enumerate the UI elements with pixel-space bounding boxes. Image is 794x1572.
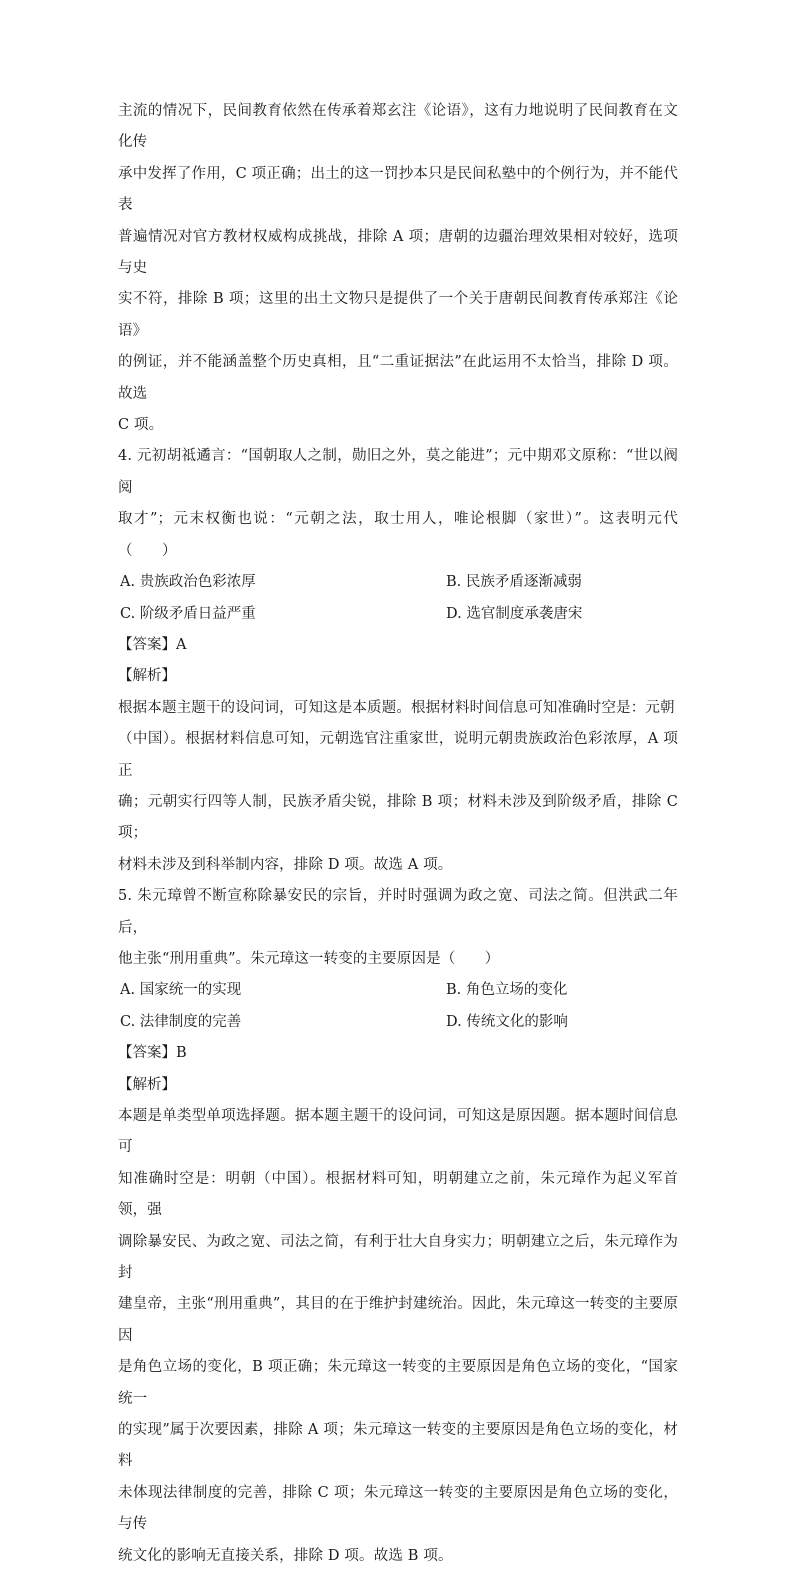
option-c: C. 法律制度的完善	[120, 1013, 242, 1030]
analysis-line: 本题是单类型单项选择题。据本题主题干的设问词，可知这是原因题。据本题时间信息可	[118, 1108, 678, 1156]
options-grid	[118, 975, 678, 1038]
option-c: C. 阶级矛盾日益严重	[120, 605, 256, 622]
answer-label: 【答案】B	[118, 1045, 187, 1062]
q3-analysis-tail	[118, 96, 678, 441]
analysis-line: 根据本题主题干的设问词，可知这是本质题。根据材料时间信息可知准确时空是：元朝	[118, 699, 675, 716]
question-4	[118, 441, 678, 881]
options-grid	[118, 567, 678, 630]
question-5	[118, 881, 678, 1572]
analysis-label: 【解析】	[118, 668, 176, 685]
analysis-line: 材料未涉及到科举制内容，排除 D 项。故选 A 项。	[118, 856, 453, 873]
document-page	[118, 96, 678, 1572]
analysis-line: 建皇帝，主张“刑用重典”，其目的在于维护封建统治。因此，朱元璋这一转变的主要原因	[118, 1296, 678, 1344]
question-stem: 取才”；元末权衡也说：“元朝之法，取士用人，唯论根脚（家世）”。这表明元代（ ）	[118, 511, 678, 559]
question-stem: 5. 朱元璋曾不断宣称除暴安民的宗旨，并时时强调为政之宽、司法之简。但洪武二年后，	[118, 888, 678, 936]
text-line: 主流的情况下，民间教育依然在传承着郑玄注《论语》，这有力地说明了民间教育在文化传	[118, 103, 678, 151]
text-line: 实不符，排除 B 项；这里的出土文物只是提供了一个关于唐朝民间教育传承郑注《论语》	[118, 291, 678, 339]
option-b: B. 角色立场的变化	[446, 982, 568, 999]
text-line: C 项。	[118, 417, 164, 434]
answer-label: 【答案】A	[118, 636, 187, 653]
analysis-line: 统文化的影响无直接关系，排除 D 项。故选 B 项。	[118, 1547, 453, 1564]
analysis-line: 的实现”属于次要因素，排除 A 项；朱元璋这一转变的主要原因是角色立场的变化，材料	[118, 1422, 678, 1470]
analysis-line: 确；元朝实行四等人制，民族矛盾尖锐，排除 B 项；材料未涉及到阶级矛盾，排除 C 项；	[118, 793, 678, 842]
analysis-line: （中国）。根据材料信息可知，元朝选官注重家世，说明元朝贵族政治色彩浓厚，A 项正	[118, 731, 678, 779]
analysis-line: 知准确时空是：明朝（中国）。根据材料可知，明朝建立之前，朱元璋作为起义军首领，强	[118, 1170, 678, 1219]
text-line: 承中发挥了作用，C 项正确；出土的这一罚抄本只是民间私塾中的个例行为，并不能代表	[118, 165, 678, 214]
analysis-line: 未体现法律制度的完善，排除 C 项；朱元璋这一转变的主要原因是角色立场的变化，与传	[118, 1484, 678, 1533]
text-line: 的例证，并不能涵盖整个历史真相，且“二重证据法”在此运用不太恰当，排除 D 项。故选	[118, 354, 678, 402]
analysis-label: 【解析】	[118, 1076, 176, 1093]
analysis-line: 调除暴安民、为政之宽、司法之简，有利于壮大自身实力；明朝建立之后，朱元璋作为封	[118, 1233, 678, 1282]
text-line: 普遍情况对官方教材权威构成挑战，排除 A 项；唐朝的边疆治理效果相对较好，选项与史	[118, 228, 678, 277]
question-stem: 4. 元初胡祗遹言：“国朝取人之制，勋旧之外，莫之能进”；元中期邓文原称：“世以阀阅	[118, 448, 678, 496]
option-a: A. 贵族政治色彩浓厚	[120, 574, 256, 591]
question-stem: 他主张“刑用重典”。朱元璋这一转变的主要原因是（ ）	[118, 950, 500, 967]
analysis-line: 是角色立场的变化，B 项正确；朱元璋这一转变的主要原因是角色立场的变化，“国家统一	[118, 1359, 678, 1407]
option-d: D. 选官制度承袭唐宋	[446, 605, 583, 622]
option-d: D. 传统文化的影响	[446, 1013, 568, 1030]
option-b: B. 民族矛盾逐渐减弱	[446, 574, 582, 591]
option-a: A. 国家统一的实现	[120, 982, 242, 999]
